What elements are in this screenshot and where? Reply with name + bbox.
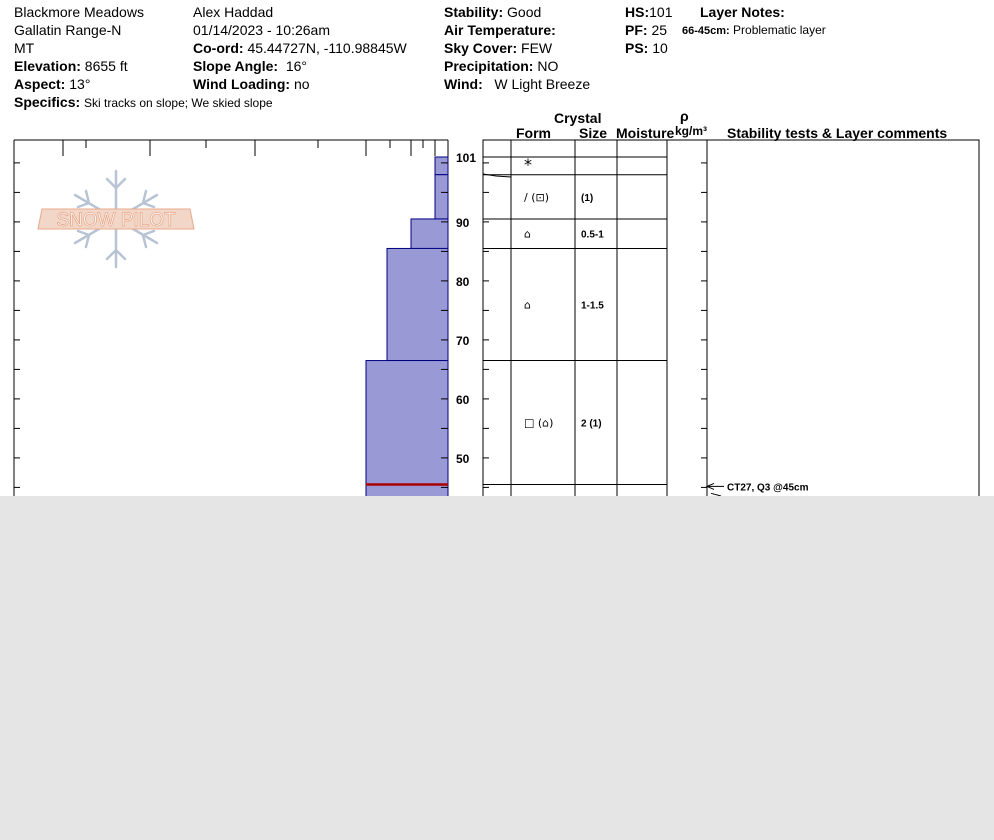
form-header: Form (516, 125, 551, 141)
hardness-bar (366, 361, 448, 485)
depth-label: 90 (456, 215, 470, 230)
depth-label: 50 (456, 451, 470, 466)
sky-label: Sky Cover: (444, 40, 518, 56)
stability-test-markers (707, 482, 809, 496)
mountain-range: Gallatin Range-N (14, 22, 122, 38)
crystal-header: Crystal (554, 110, 602, 126)
stability-label: Stability: (444, 4, 504, 20)
hardness-bar (435, 157, 448, 175)
grain-form-symbol: ⌂ (524, 227, 531, 241)
crystal-cells (524, 155, 604, 430)
stability-value: Good (507, 4, 542, 20)
observer-name: Alex Haddad (193, 4, 274, 20)
sky-value: FEW (521, 40, 553, 56)
specifics-value: Ski tracks on slope; We skied slope (84, 96, 273, 110)
layer-notes-label: Layer Notes: (700, 4, 785, 20)
hardness-bar (411, 219, 448, 249)
grain-size-label: (1) (581, 192, 594, 204)
size-header: Size (579, 125, 608, 141)
depth-axis-labels (456, 151, 476, 466)
hardness-bar (387, 248, 448, 360)
layer-note-text: Problematic layer (733, 23, 826, 37)
hs-label: HS: (625, 4, 650, 20)
layer-note-range: 66-45cm: (682, 25, 730, 37)
hardness-bar (435, 175, 448, 219)
pf-value: 25 (651, 22, 668, 38)
elevation-value: 8655 ft (84, 58, 128, 74)
coord-value: 45.44727N, -110.98845W (247, 40, 407, 56)
aspect-label: Aspect: (14, 76, 66, 92)
coord-label: Co-ord: (193, 40, 244, 56)
grain-size-label: 1-1.5 (581, 300, 604, 312)
slope-label: Slope Angle: (193, 58, 279, 74)
air-temperature-label: Air Temperature: (444, 22, 556, 38)
aspect-value: 13° (69, 76, 91, 92)
grain-form-symbol: * (524, 154, 532, 174)
grain-form-symbol: □ (⌂) (524, 416, 554, 430)
logo-text: SNOW PILOT (56, 210, 176, 231)
comments-header: Stability tests & Layer comments (727, 125, 948, 141)
grain-size-label: 2 (1) (581, 418, 602, 430)
density-ticks (483, 163, 707, 488)
wind-loading-value: no (293, 76, 310, 92)
hardness-bars (366, 157, 448, 496)
pf-label: PF: (625, 22, 648, 38)
depth-label-top: 101 (456, 151, 477, 165)
depth-label: 60 (456, 392, 470, 407)
slope-value: 16° (285, 58, 307, 74)
precip-label: Precipitation: (444, 58, 534, 74)
grain-size-label: 0.5-1 (581, 229, 604, 241)
wind-loading-label: Wind Loading: (193, 76, 291, 92)
density-symbol: ρ (680, 108, 689, 124)
elevation-label: Elevation: (14, 58, 81, 74)
specifics-label: Specifics: (14, 94, 81, 110)
grain-form-symbol: / (⊡) (524, 190, 550, 204)
precip-value: NO (537, 58, 559, 74)
crystal-table (483, 140, 979, 496)
moisture-header: Moisture (616, 125, 675, 141)
snowflake-logo-icon (38, 171, 194, 267)
hs-value: 101 (649, 4, 673, 20)
density-unit: kg/m³ (675, 124, 708, 138)
grain-form-symbol: ⌂ (524, 298, 531, 312)
wind-label: Wind: (444, 76, 483, 92)
depth-label: 80 (456, 274, 470, 289)
hardness-bar (366, 484, 448, 496)
depth-label: 70 (456, 333, 470, 348)
wind-value: W Light Breeze (494, 76, 591, 92)
ps-label: PS: (625, 40, 649, 56)
location-name: Blackmore Meadows (14, 4, 144, 20)
ps-value: 10 (652, 40, 668, 56)
test-result-label: CT27, Q3 @45cm (727, 482, 809, 494)
state: MT (14, 40, 35, 56)
test-arrow-line (711, 493, 721, 496)
observation-datetime: 01/14/2023 - 10:26am (193, 22, 330, 38)
